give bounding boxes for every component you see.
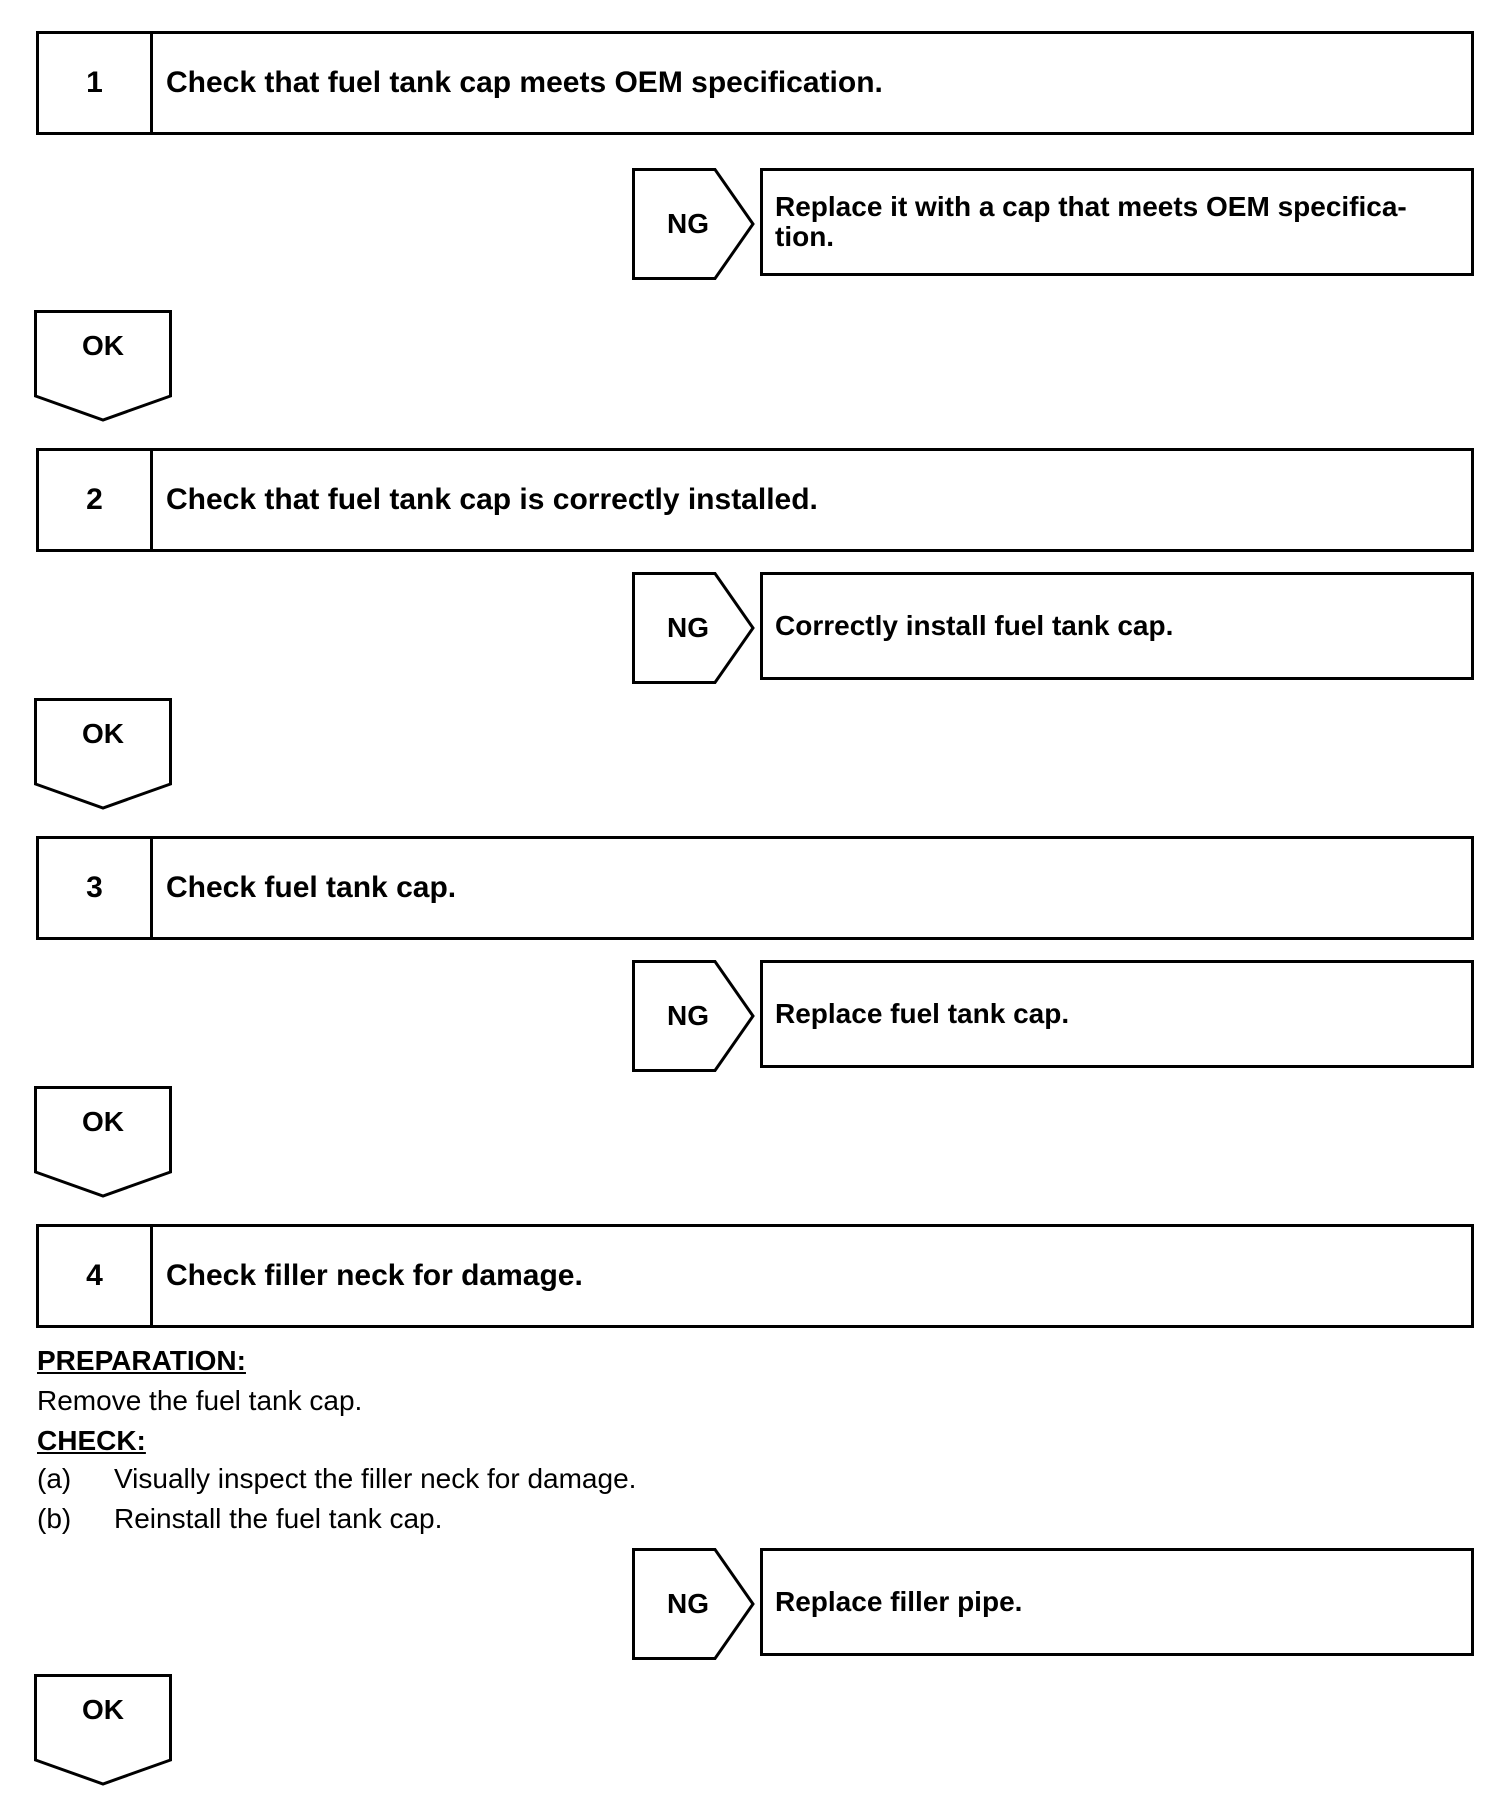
ok-arrow-tag [34, 310, 174, 422]
list-marker: (a) [37, 1463, 72, 1494]
step-number: 3 [39, 839, 153, 937]
ng-arrow-tag [632, 960, 760, 1072]
step-title: Check that fuel tank cap is correctly installed. [166, 483, 818, 516]
check-item [37, 1502, 442, 1536]
ok-down-arrow-icon [34, 1674, 174, 1786]
step-3-box [36, 836, 1474, 940]
ng-action-box [760, 572, 1474, 680]
ok-arrow-tag [34, 1674, 174, 1786]
ng-action-box [760, 960, 1474, 1068]
ok-label: OK [82, 1106, 124, 1137]
ng-action-text: Replace filler pipe. [775, 1586, 1023, 1617]
ok-label: OK [82, 330, 124, 361]
check-item [37, 1462, 636, 1496]
step-2-box [36, 448, 1474, 552]
ok-down-arrow-icon [34, 1086, 174, 1198]
preparation-text: Remove the fuel tank cap. [37, 1385, 363, 1416]
check-item-text: Reinstall the fuel tank cap. [114, 1503, 443, 1534]
ng-action-text: Correctly install fuel tank cap. [775, 610, 1174, 641]
step-4-box [36, 1224, 1474, 1328]
ng-arrow-tag [632, 1548, 760, 1660]
step-number: 1 [39, 34, 153, 132]
ng-label: NG [667, 1588, 709, 1619]
preparation-heading: PREPARATION: [37, 1345, 246, 1376]
check-item-text: Visually inspect the filler neck for damage. [114, 1463, 637, 1494]
ng-action-box [760, 1548, 1474, 1656]
step-number: 4 [39, 1227, 153, 1325]
ok-label: OK [82, 718, 124, 749]
ok-label: OK [82, 1694, 124, 1725]
ok-arrow-tag [34, 1086, 174, 1198]
ok-down-arrow-icon [34, 310, 174, 422]
list-marker: (b) [37, 1503, 72, 1534]
ng-label: NG [667, 1000, 709, 1031]
check-heading: CHECK: [37, 1425, 146, 1456]
ok-down-arrow-icon [34, 698, 174, 810]
ng-label: NG [667, 208, 709, 239]
ng-action-text: Replace fuel tank cap. [775, 998, 1070, 1029]
step-title: Check filler neck for damage. [166, 1259, 583, 1292]
step-title: Check fuel tank cap. [166, 871, 457, 904]
ng-arrow-tag [632, 168, 760, 280]
step-title: Check that fuel tank cap meets OEM specification. [166, 66, 883, 99]
ng-label: NG [667, 612, 709, 643]
step-1-box [36, 31, 1474, 135]
ok-arrow-tag [34, 698, 174, 810]
step-number: 2 [39, 451, 153, 549]
ng-arrow-tag [632, 572, 760, 684]
ng-action-text: Replace it with a cap that meets OEM specifica- tion. [775, 191, 1407, 252]
ng-action-box [760, 168, 1474, 276]
